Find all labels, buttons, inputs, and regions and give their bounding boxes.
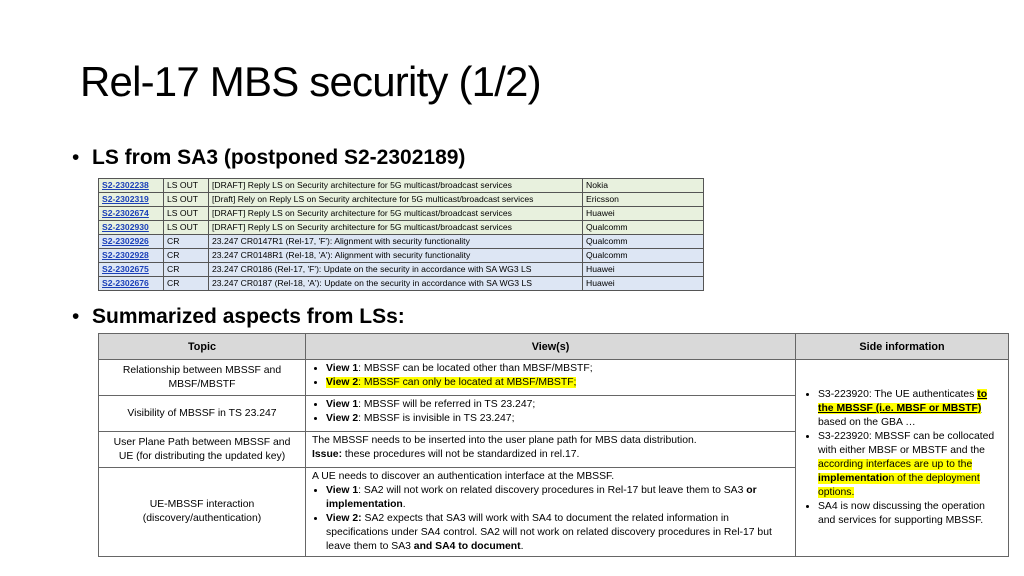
view-text: : SA2 will not work on related discovery procedures in Rel-17 but leave them to SA3 (358, 485, 747, 496)
view-text: : MBSSF is invisible in TS 23.247; (358, 413, 515, 424)
highlight: implementatio (818, 473, 889, 484)
tdoc-type: CR (164, 249, 209, 263)
side-information-cell (796, 360, 1009, 557)
tdoc-title: [DRAFT] Reply LS on Security architecture for 5G multicast/broadcast services (209, 207, 583, 221)
tdoc-link[interactable]: S2-2302674 (99, 207, 164, 221)
topic-cell: Visibility of MBSSF in TS 23.247 (99, 396, 306, 432)
highlight: n of the deployment options. (818, 473, 980, 498)
table-row (99, 179, 704, 193)
tdoc-type: LS OUT (164, 221, 209, 235)
tdoc-link[interactable]: S2-2302676 (99, 277, 164, 291)
views-cell (306, 396, 796, 432)
view-label: View 2: (326, 513, 362, 524)
table-row (99, 277, 704, 291)
view-text: : MBSSF can be located other than MBSF/MBSTF; (358, 363, 593, 374)
tdoc-source: Qualcomm (583, 235, 704, 249)
view-emphasis: or (746, 485, 757, 496)
header-side-information: Side information (796, 334, 1009, 360)
summary-header-row (99, 334, 1009, 360)
view-item (326, 362, 789, 376)
view-label: View 2 (326, 413, 359, 424)
bullet-ls-text: LS from SA3 (postponed S2-2302189) (92, 146, 466, 169)
side-text: based on the GBA … (818, 417, 916, 428)
side-text: SA4 is now discussing the operation and services for supporting MBSSF. (818, 501, 985, 526)
tdoc-title: 23.247 CR0187 (Rel-18, 'A'): Update on the security in accordance with SA WG3 LS (209, 277, 583, 291)
side-text: S3-223920: MBSSF can be collocated with either MBSF or MBSTF and the (818, 431, 995, 456)
view-item (326, 376, 789, 390)
tdoc-title: [DRAFT] Reply LS on Security architecture for 5G multicast/broadcast services (209, 179, 583, 193)
side-item (818, 500, 1000, 528)
header-views: View(s) (306, 334, 796, 360)
summary-table (98, 333, 1009, 557)
views-cell (306, 468, 796, 557)
view-label: View 1 (326, 363, 359, 374)
bullet-summary-text: Summarized aspects from LSs: (92, 305, 405, 328)
tdoc-link[interactable]: S2-2302238 (99, 179, 164, 193)
view-text: . (520, 541, 524, 552)
tdoc-type: LS OUT (164, 179, 209, 193)
view-label: View 1 (326, 399, 359, 410)
views-cell (306, 432, 796, 468)
tdoc-source: Nokia (583, 179, 704, 193)
view-label: View 1 (326, 485, 359, 496)
tdoc-source: Huawei (583, 263, 704, 277)
view-text: The MBSSF needs to be inserted into the user plane path for MBS data distribution. (312, 435, 697, 446)
tdoc-title: [Draft] Rely on Reply LS on Security architecture for 5G multicast/broadcast services (209, 193, 583, 207)
view-text: . (402, 499, 406, 510)
highlight: to the MBSSF (i.e. MBSF or MBSTF) (818, 389, 988, 414)
table-row (99, 221, 704, 235)
tdoc-type: LS OUT (164, 193, 209, 207)
issue-text: these procedures will not be standardized in rel.17. (342, 449, 580, 460)
tdoc-title: 23.247 CR0186 (Rel-17, 'F'): Update on the security in accordance with SA WG3 LS (209, 263, 583, 277)
tdoc-link[interactable]: S2-2302675 (99, 263, 164, 277)
tdoc-source: Qualcomm (583, 249, 704, 263)
view-emphasis: and SA4 to document (413, 541, 521, 552)
issue-line (312, 448, 789, 462)
tdoc-source: Qualcomm (583, 221, 704, 235)
tdoc-source: Ericsson (583, 193, 704, 207)
table-row (99, 360, 1009, 396)
issue-label: Issue: (312, 449, 343, 460)
tdoc-source: Huawei (583, 277, 704, 291)
topic-cell: UE-MBSSF interaction (discovery/authentication) (99, 468, 306, 557)
tdoc-title: [DRAFT] Reply LS on Security architecture for 5G multicast/broadcast services (209, 221, 583, 235)
tdoc-link[interactable]: S2-2302930 (99, 221, 164, 235)
bullet-ls-from-sa3: • LS from SA3 (postponed S2-2302189) (72, 146, 466, 169)
view-item (326, 484, 789, 512)
view-item (326, 398, 789, 412)
tdoc-type: CR (164, 235, 209, 249)
view-text: SA2 expects that SA3 will work with SA4 to document the related information in specifications under SA4 control. SA2 will not work on related discovery procedures in Rel-17 but leave them to SA3 (326, 513, 772, 552)
view-text: : MBSSF will be referred in TS 23.247; (358, 399, 536, 410)
table-row (99, 249, 704, 263)
view-label: View 2 (326, 377, 359, 388)
table-row (99, 207, 704, 221)
side-text: S3-223920: The UE authenticates (818, 389, 978, 400)
ls-table (98, 178, 704, 291)
tdoc-link[interactable]: S2-2302319 (99, 193, 164, 207)
side-item (818, 430, 1000, 500)
tdoc-type: LS OUT (164, 207, 209, 221)
bullet-summarized-aspects: • Summarized aspects from LSs: (72, 305, 405, 328)
highlight: according interfaces are up to the (818, 459, 973, 470)
view-item (326, 412, 789, 426)
side-item (818, 388, 1000, 430)
tdoc-type: CR (164, 263, 209, 277)
table-row (99, 235, 704, 249)
topic-cell: User Plane Path between MBSSF and UE (for distributing the updated key) (99, 432, 306, 468)
table-row (99, 193, 704, 207)
highlight (326, 377, 576, 388)
tdoc-link[interactable]: S2-2302928 (99, 249, 164, 263)
table-row (99, 263, 704, 277)
view-text: A UE needs to discover an authentication interface at the MBSSF. (312, 471, 615, 482)
tdoc-title: 23.247 CR0148R1 (Rel-18, 'A'): Alignment with security functionality (209, 249, 583, 263)
slide-title: Rel-17 MBS security (1/2) (80, 58, 541, 105)
tdoc-source: Huawei (583, 207, 704, 221)
view-item (326, 512, 789, 554)
view-text: : MBSSF can only be located at MBSF/MBSTF; (358, 377, 577, 388)
tdoc-title: 23.247 CR0147R1 (Rel-17, 'F'): Alignment with security functionality (209, 235, 583, 249)
topic-cell: Relationship between MBSSF and MBSF/MBSTF (99, 360, 306, 396)
view-emphasis: implementation (326, 499, 403, 510)
tdoc-link[interactable]: S2-2302926 (99, 235, 164, 249)
tdoc-type: CR (164, 277, 209, 291)
views-cell (306, 360, 796, 396)
header-topic: Topic (99, 334, 306, 360)
